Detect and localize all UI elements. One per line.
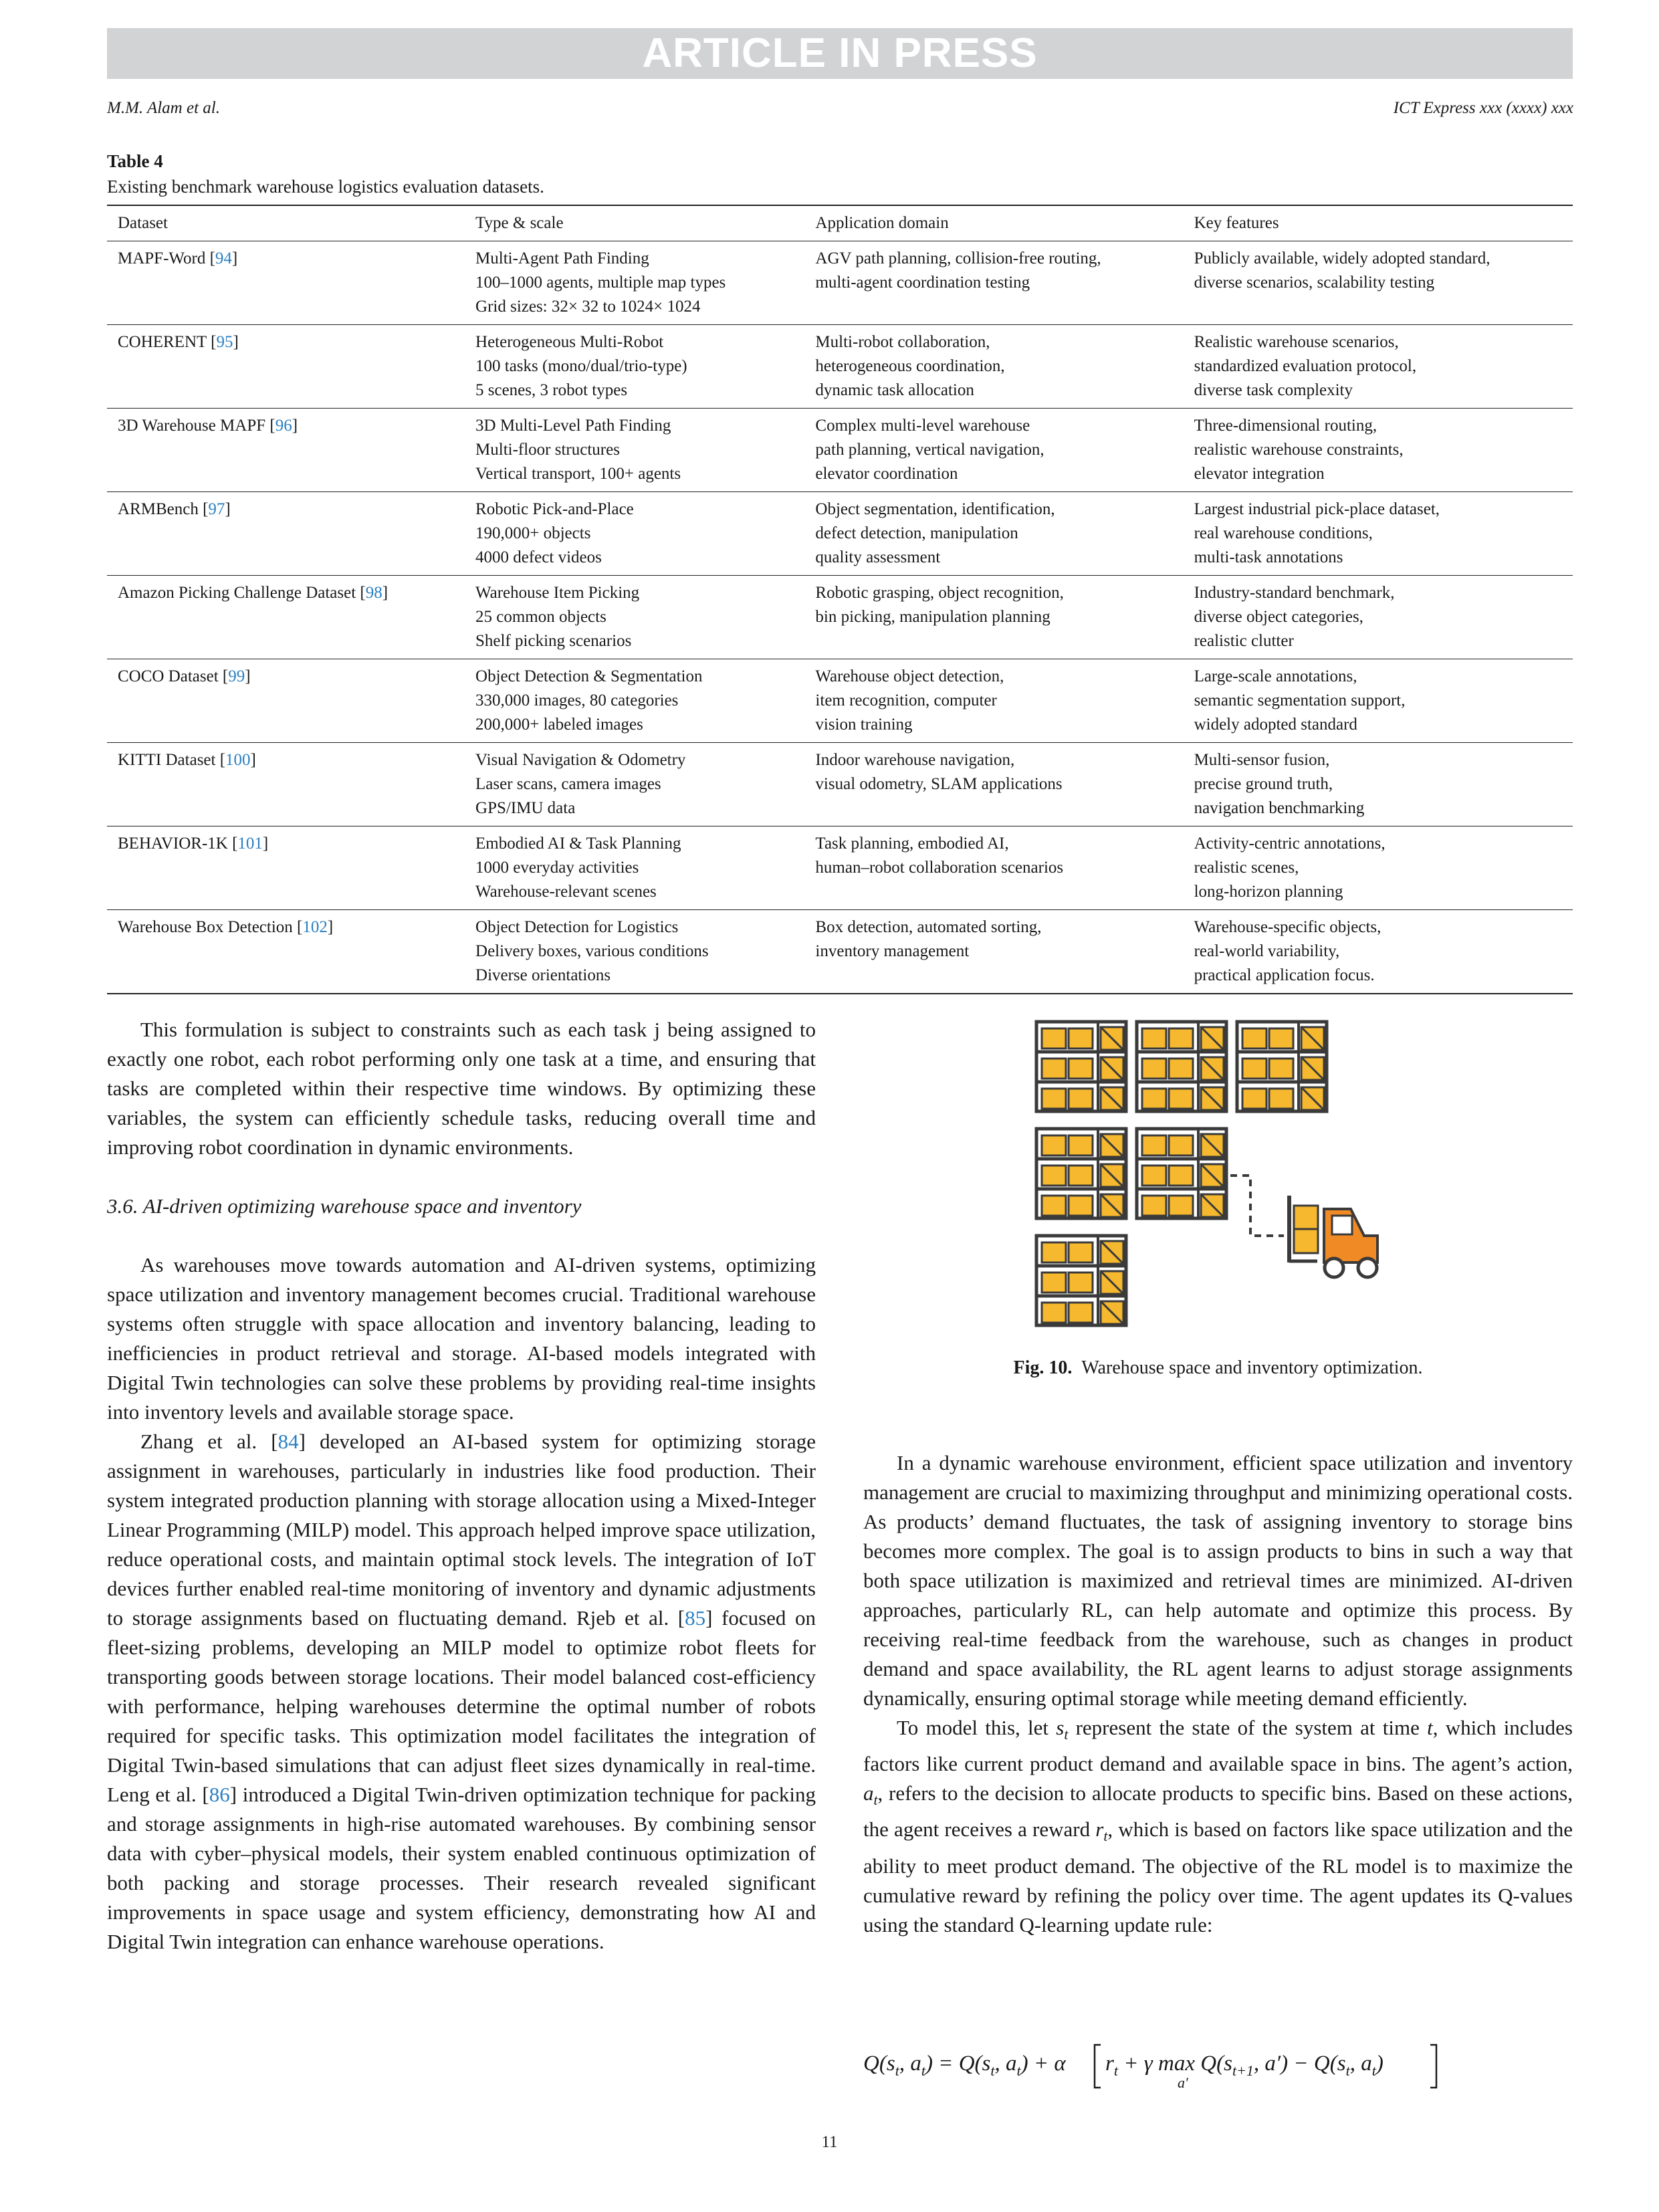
table-row — [107, 910, 1573, 994]
svg-text:a′: a′ — [1178, 2074, 1188, 2091]
cell-application-domain: Multi-robot collaboration, heterogeneous coordination, dynamic task allocation — [804, 325, 1183, 409]
datasets-table — [107, 205, 1573, 994]
cell-dataset: Amazon Picking Challenge Dataset [98] — [107, 576, 465, 659]
citation-link[interactable]: 96 — [275, 417, 292, 435]
table-row — [107, 826, 1573, 910]
figure-caption: Fig. 10. Warehouse space and inventory optimization. — [1013, 1357, 1423, 1378]
table-row — [107, 492, 1573, 576]
cell-key-features: Multi-sensor fusion, precise ground truth, navigation benchmarking — [1184, 743, 1573, 826]
cell-key-features: Warehouse-specific objects, real-world variability, practical application focus. — [1184, 910, 1573, 994]
table-row — [107, 576, 1573, 659]
table-caption: Existing benchmark warehouse logistics evaluation datasets. — [107, 177, 544, 197]
left-column — [107, 1015, 816, 1957]
shelf-icon — [1036, 1129, 1126, 1218]
warehouse-figure — [1030, 1015, 1404, 1336]
shelf-icon — [1137, 1022, 1226, 1111]
citation-link[interactable]: 98 — [365, 584, 382, 602]
cell-application-domain: Complex multi-level warehouse path planning, vertical navigation, elevator coordination — [804, 409, 1183, 492]
cell-type-scale: Heterogeneous Multi-Robot 100 tasks (mono/dual/trio-type) 5 scenes, 3 robot types — [465, 325, 804, 409]
table-row — [107, 241, 1573, 325]
citation-link[interactable]: 101 — [237, 835, 263, 853]
right-column — [863, 1448, 1573, 1940]
table-label: Table 4 — [107, 151, 163, 171]
page-number: 11 — [821, 2133, 838, 2151]
cell-application-domain: Robotic grasping, object recognition, bin picking, manipulation planning — [804, 576, 1183, 659]
shelf-icon — [1036, 1022, 1126, 1111]
citation-link[interactable]: 95 — [216, 333, 233, 351]
citation-link[interactable]: 100 — [225, 751, 251, 769]
cell-application-domain: Indoor warehouse navigation, visual odometry, SLAM applications — [804, 743, 1183, 826]
paragraph-dynamic-warehouse: In a dynamic warehouse environment, efficient space utilization and inventory management are crucial to maximizing throughput and minimizing operational costs. As products’ demand fluctuates, the task of assigning inventory to storage bins becomes more complex. The goal is to assign products to bins in such a way that both space utilization is maximized and retrieval times are minimized. AI-driven approaches, particularly RL, can help automate and optimize this process. By receiving real-time feedback from the warehouse, such as changes in product demand and space availability, the RL agent learns to adjust storage assignments dynamically, ensuring optimal storage while meeting demand efficiently. — [863, 1451, 1573, 1710]
citation-link[interactable]: 85 — [685, 1606, 706, 1630]
cell-type-scale: Robotic Pick-and-Place 190,000+ objects 4000 defect videos — [465, 492, 804, 576]
cell-dataset: KITTI Dataset [100] — [107, 743, 465, 826]
paragraph-model: To model this, let $s_t$ represent the state of the system at time t, which includes factors like current product demand and available space in bins. The agent’s action, $a_t$, refers to the decision to allocate products to specific bins. Based on these actions, the agent receives a reward $r_t$, which is based on factors like space utilization and the ability to meet product demand. The objective of the RL model is to maximize the cumulative reward by refining the policy over time. The agent updates its Q-values using the standard Q-learning update rule: — [863, 1716, 1573, 1937]
cell-type-scale: Warehouse Item Picking 25 common objects Shelf picking scenarios — [465, 576, 804, 659]
article-in-press-banner: ARTICLE IN PRESS — [107, 28, 1573, 79]
cell-application-domain: AGV path planning, collision-free routing, multi-agent coordination testing — [804, 241, 1183, 325]
cell-type-scale: Embodied AI & Task Planning 1000 everyday activities Warehouse-relevant scenes — [465, 826, 804, 910]
cell-application-domain: Warehouse object detection, item recognition, computer vision training — [804, 659, 1183, 743]
cell-dataset: BEHAVIOR-1K [101] — [107, 826, 465, 910]
paragraph-formulation: This formulation is subject to constraints such as each task j being assigned to exactly one robot, each robot performing only one task at a time, and ensuring that tasks are completed within their respective time windows. By optimizing these variables, the system can efficiently schedule tasks, reducing overall time and improving robot coordination in dynamic environments. — [107, 1018, 816, 1159]
shelf-icon — [1036, 1236, 1126, 1325]
cell-type-scale: Object Detection for Logistics Delivery boxes, various conditions Diverse orientations — [465, 910, 804, 994]
cell-key-features: Three-dimensional routing, realistic warehouse constraints, elevator integration — [1184, 409, 1573, 492]
cell-dataset: COHERENT [95] — [107, 325, 465, 409]
cell-type-scale: Visual Navigation & Odometry Laser scans, camera images GPS/IMU data — [465, 743, 804, 826]
running-head-journal: ICT Express xxx (xxxx) xxx — [1393, 99, 1573, 117]
table-row — [107, 743, 1573, 826]
citation-link[interactable]: 97 — [208, 500, 225, 518]
header-key-features: Key features — [1184, 205, 1573, 241]
cell-key-features: Activity-centric annotations, realistic scenes, long-horizon planning — [1184, 826, 1573, 910]
cell-dataset: Warehouse Box Detection [102] — [107, 910, 465, 994]
header-application-domain: Application domain — [804, 205, 1183, 241]
svg-text:rt + γ max Q(st+1, a′) − Q(st,: $r_t + \gamma$ $\max Q(s_{t+1}$, $a') - Q(s_t$, $a_t$) — [1105, 2052, 1384, 2079]
cell-key-features: Realistic warehouse scenarios, standardized evaluation protocol, diverse task complexity — [1184, 325, 1573, 409]
citation-link[interactable]: 86 — [209, 1783, 230, 1806]
paragraph-warehouses: As warehouses move towards automation and AI-driven systems, optimizing space utilization and inventory management becomes crucial. Traditional warehouse systems often struggle with space allocation and inventory balancing, leading to inefficiencies in product retrieval and storage. AI-based models integrated with Digital Twin technologies can solve these problems by providing real-time insights into inventory levels and available storage space. — [107, 1253, 816, 1424]
citation-link[interactable]: 102 — [302, 918, 328, 936]
cell-application-domain: Box detection, automated sorting, inventory management — [804, 910, 1183, 994]
table-row — [107, 659, 1573, 743]
table-row — [107, 409, 1573, 492]
cell-dataset: 3D Warehouse MAPF [96] — [107, 409, 465, 492]
table-row — [107, 325, 1573, 409]
cell-application-domain: Object segmentation, identification, defect detection, manipulation quality assessment — [804, 492, 1183, 576]
cell-application-domain: Task planning, embodied AI, human–robot collaboration scenarios — [804, 826, 1183, 910]
cell-type-scale: Multi-Agent Path Finding 100–1000 agents, multiple map types Grid sizes: 32× 32 to 1024× 1024 — [465, 241, 804, 325]
cell-key-features: Industry-standard benchmark, diverse object categories, realistic clutter — [1184, 576, 1573, 659]
cell-dataset: MAPF-Word [94] — [107, 241, 465, 325]
section-heading: 3.6. AI-driven optimizing warehouse space and inventory — [107, 1194, 582, 1218]
q-learning-equation — [863, 2039, 1573, 2093]
table-header-row — [107, 205, 1573, 241]
paragraph-related-work: Zhang et al. [84] developed an AI-based system for optimizing storage assignment in warehouses, particularly in industries like food production. Their system integrated production planning with storage allocation using a Mixed-Integer Linear Programming (MILP) model. This approach helped improve space utilization, reduce operational costs, and maintain optimal stock levels. The integration of IoT devices further enabled real-time monitoring of inventory and dynamic adjustments to storage assignments based on fluctuating demand. Rjeb et al. [85] focused on fleet-sizing problems, developing an MILP model to optimize robot fleets for transporting goods between storage locations. Their model balanced cost-efficiency with performance, helping warehouses determine the optimal number of robots required for specific tasks. This optimization model facilitates the integration of Digital Twin-based simulations that can adjust fleet sizes dynamically in real-time. Leng et al. [86] introduced a Digital Twin-driven optimization technique for packing and storage assignments in high-rise automated warehouses. By combining sensor data with cyber–physical models, their system enabled continuous optimization of both packing and storage processes. Their research revealed significant improvements in space usage and system efficiency, demonstrating how AI and Digital Twin integration can enhance warehouse operations. — [107, 1430, 816, 1953]
cell-key-features: Publicly available, widely adopted standard, diverse scenarios, scalability testing — [1184, 241, 1573, 325]
citation-link[interactable]: 99 — [228, 667, 245, 685]
shelf-icon — [1137, 1129, 1226, 1218]
shelf-icon — [1237, 1022, 1327, 1111]
citation-link[interactable]: 94 — [215, 249, 232, 267]
header-type-scale: Type & scale — [465, 205, 804, 241]
cell-dataset: ARMBench [97] — [107, 492, 465, 576]
running-head-authors: M.M. Alam et al. — [107, 99, 220, 117]
forklift-icon — [1289, 1196, 1377, 1277]
header-dataset: Dataset — [107, 205, 465, 241]
cell-type-scale: 3D Multi-Level Path Finding Multi-floor structures Vertical transport, 100+ agents — [465, 409, 804, 492]
cell-key-features: Largest industrial pick-place dataset, real warehouse conditions, multi-task annotations — [1184, 492, 1573, 576]
cell-key-features: Large-scale annotations, semantic segmentation support, widely adopted standard — [1184, 659, 1573, 743]
cell-type-scale: Object Detection & Segmentation 330,000 images, 80 categories 200,000+ labeled images — [465, 659, 804, 743]
citation-link[interactable]: 84 — [278, 1430, 299, 1453]
svg-text:Q(st, at) = Q(st, at) + α: $Q(s_t$, $a_t) = Q(s_t$, $a_t) + \alpha$ — [863, 2052, 1066, 2079]
cell-dataset: COCO Dataset [99] — [107, 659, 465, 743]
